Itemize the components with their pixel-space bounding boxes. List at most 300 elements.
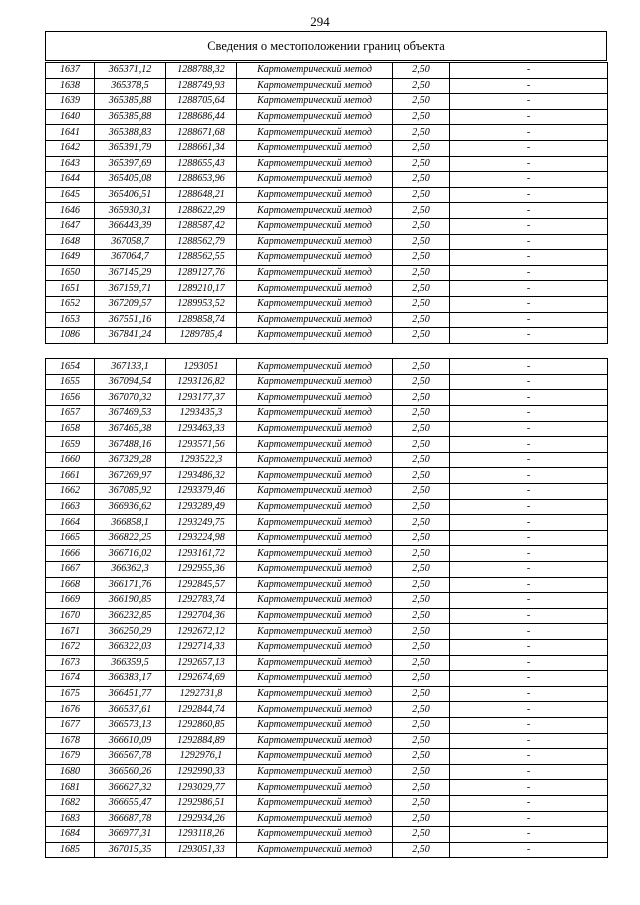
description-cell: - [450, 795, 608, 811]
precision-cell: 2,50 [393, 437, 450, 453]
y-coordinate-cell: 1289210,17 [166, 281, 237, 297]
table-row [46, 187, 608, 203]
y-coordinate-cell: 1292955,36 [166, 562, 237, 578]
x-coordinate-cell: 365371,12 [95, 63, 166, 79]
description-cell: - [450, 218, 608, 234]
x-coordinate-cell: 367133,1 [95, 359, 166, 375]
point-number-cell: 1656 [46, 390, 95, 406]
point-number-cell: 1661 [46, 468, 95, 484]
description-cell: - [450, 94, 608, 110]
table-row [46, 156, 608, 172]
point-number-cell: 1649 [46, 250, 95, 266]
table-row [46, 374, 608, 390]
table-row [46, 764, 608, 780]
y-coordinate-cell: 1289127,76 [166, 265, 237, 281]
method-cell: Картометрический метод [237, 187, 393, 203]
description-cell: - [450, 686, 608, 702]
y-coordinate-cell: 1288655,43 [166, 156, 237, 172]
method-cell: Картометрический метод [237, 562, 393, 578]
y-coordinate-cell: 1292783,74 [166, 593, 237, 609]
precision-cell: 2,50 [393, 795, 450, 811]
description-cell: - [450, 63, 608, 79]
table-row [46, 296, 608, 312]
x-coordinate-cell: 367070,32 [95, 390, 166, 406]
method-cell: Картометрический метод [237, 374, 393, 390]
description-cell: - [450, 140, 608, 156]
precision-cell: 2,50 [393, 94, 450, 110]
point-number-cell: 1639 [46, 94, 95, 110]
method-cell: Картометрический метод [237, 63, 393, 79]
table-row [46, 655, 608, 671]
y-coordinate-cell: 1293486,32 [166, 468, 237, 484]
table-row [46, 452, 608, 468]
point-number-cell: 1658 [46, 421, 95, 437]
point-number-cell: 1672 [46, 639, 95, 655]
y-coordinate-cell: 1292976,1 [166, 749, 237, 765]
description-cell: - [450, 359, 608, 375]
x-coordinate-cell: 366567,78 [95, 749, 166, 765]
empty-cell [393, 343, 450, 359]
description-cell: - [450, 484, 608, 500]
method-cell: Картометрический метод [237, 827, 393, 843]
x-coordinate-cell: 366190,85 [95, 593, 166, 609]
point-number-cell: 1650 [46, 265, 95, 281]
x-coordinate-cell: 366443,39 [95, 218, 166, 234]
description-cell: - [450, 608, 608, 624]
y-coordinate-cell: 1293522,3 [166, 452, 237, 468]
y-coordinate-cell: 1293051 [166, 359, 237, 375]
precision-cell: 2,50 [393, 406, 450, 422]
precision-cell: 2,50 [393, 156, 450, 172]
table-row [46, 546, 608, 562]
description-cell: - [450, 312, 608, 328]
y-coordinate-cell: 1292704,36 [166, 608, 237, 624]
method-cell: Картометрический метод [237, 530, 393, 546]
method-cell: Картометрический метод [237, 156, 393, 172]
x-coordinate-cell: 366858,1 [95, 515, 166, 531]
y-coordinate-cell: 1293249,75 [166, 515, 237, 531]
precision-cell: 2,50 [393, 63, 450, 79]
y-coordinate-cell: 1293571,56 [166, 437, 237, 453]
method-cell: Картометрический метод [237, 546, 393, 562]
precision-cell: 2,50 [393, 125, 450, 141]
table-row [46, 109, 608, 125]
table-row [46, 639, 608, 655]
method-cell: Картометрический метод [237, 733, 393, 749]
method-cell: Картометрический метод [237, 218, 393, 234]
method-cell: Картометрический метод [237, 780, 393, 796]
method-cell: Картометрический метод [237, 390, 393, 406]
method-cell: Картометрический метод [237, 125, 393, 141]
description-cell: - [450, 406, 608, 422]
point-number-cell: 1646 [46, 203, 95, 219]
y-coordinate-cell: 1292990,33 [166, 764, 237, 780]
description-cell: - [450, 593, 608, 609]
description-cell: - [450, 250, 608, 266]
y-coordinate-cell: 1288587,42 [166, 218, 237, 234]
precision-cell: 2,50 [393, 702, 450, 718]
description-cell: - [450, 296, 608, 312]
point-number-cell: 1647 [46, 218, 95, 234]
precision-cell: 2,50 [393, 374, 450, 390]
y-coordinate-cell: 1292884,89 [166, 733, 237, 749]
precision-cell: 2,50 [393, 140, 450, 156]
description-cell: - [450, 156, 608, 172]
y-coordinate-cell: 1288661,34 [166, 140, 237, 156]
x-coordinate-cell: 366687,78 [95, 811, 166, 827]
empty-cell [450, 343, 608, 359]
coordinates-table [45, 62, 608, 858]
method-cell: Картометрический метод [237, 624, 393, 640]
precision-cell: 2,50 [393, 484, 450, 500]
point-number-cell: 1659 [46, 437, 95, 453]
point-number-cell: 1640 [46, 109, 95, 125]
table-row [46, 624, 608, 640]
point-number-cell: 1657 [46, 406, 95, 422]
table-row [46, 94, 608, 110]
method-cell: Картометрический метод [237, 717, 393, 733]
precision-cell: 2,50 [393, 265, 450, 281]
y-coordinate-cell: 1288788,32 [166, 63, 237, 79]
y-coordinate-cell: 1288686,44 [166, 109, 237, 125]
method-cell: Картометрический метод [237, 795, 393, 811]
x-coordinate-cell: 367551,16 [95, 312, 166, 328]
table-row [46, 530, 608, 546]
method-cell: Картометрический метод [237, 702, 393, 718]
precision-cell: 2,50 [393, 109, 450, 125]
precision-cell: 2,50 [393, 827, 450, 843]
x-coordinate-cell: 366936,62 [95, 499, 166, 515]
x-coordinate-cell: 366573,13 [95, 717, 166, 733]
precision-cell: 2,50 [393, 764, 450, 780]
point-number-cell: 1641 [46, 125, 95, 141]
table-row [46, 733, 608, 749]
x-coordinate-cell: 365385,88 [95, 94, 166, 110]
method-cell: Картометрический метод [237, 203, 393, 219]
method-cell: Картометрический метод [237, 484, 393, 500]
y-coordinate-cell: 1289953,52 [166, 296, 237, 312]
method-cell: Картометрический метод [237, 172, 393, 188]
y-coordinate-cell: 1292657,13 [166, 655, 237, 671]
method-cell: Картометрический метод [237, 686, 393, 702]
description-cell: - [450, 390, 608, 406]
table-row [46, 140, 608, 156]
description-cell: - [450, 78, 608, 94]
x-coordinate-cell: 365397,69 [95, 156, 166, 172]
point-number-cell: 1671 [46, 624, 95, 640]
x-coordinate-cell: 365405,08 [95, 172, 166, 188]
table-row [46, 749, 608, 765]
y-coordinate-cell: 1288749,93 [166, 78, 237, 94]
y-coordinate-cell: 1292731,8 [166, 686, 237, 702]
description-cell: - [450, 421, 608, 437]
description-cell: - [450, 125, 608, 141]
method-cell: Картометрический метод [237, 296, 393, 312]
precision-cell: 2,50 [393, 733, 450, 749]
page-title: Сведения о местоположении границ объекта [207, 39, 445, 53]
point-number-cell: 1644 [46, 172, 95, 188]
precision-cell: 2,50 [393, 234, 450, 250]
description-cell: - [450, 452, 608, 468]
y-coordinate-cell: 1288653,96 [166, 172, 237, 188]
y-coordinate-cell: 1292844,74 [166, 702, 237, 718]
point-number-cell: 1662 [46, 484, 95, 500]
section-gap-row [46, 343, 608, 359]
method-cell: Картометрический метод [237, 452, 393, 468]
point-number-cell: 1653 [46, 312, 95, 328]
method-cell: Картометрический метод [237, 437, 393, 453]
x-coordinate-cell: 367329,28 [95, 452, 166, 468]
y-coordinate-cell: 1289785,4 [166, 328, 237, 344]
point-number-cell: 1680 [46, 764, 95, 780]
point-number-cell: 1667 [46, 562, 95, 578]
x-coordinate-cell: 366451,77 [95, 686, 166, 702]
precision-cell: 2,50 [393, 390, 450, 406]
x-coordinate-cell: 365385,88 [95, 109, 166, 125]
precision-cell: 2,50 [393, 639, 450, 655]
method-cell: Картометрический метод [237, 140, 393, 156]
precision-cell: 2,50 [393, 172, 450, 188]
precision-cell: 2,50 [393, 250, 450, 266]
point-number-cell: 1678 [46, 733, 95, 749]
point-number-cell: 1682 [46, 795, 95, 811]
x-coordinate-cell: 367269,97 [95, 468, 166, 484]
precision-cell: 2,50 [393, 671, 450, 687]
precision-cell: 2,50 [393, 562, 450, 578]
y-coordinate-cell: 1292674,69 [166, 671, 237, 687]
y-coordinate-cell: 1293126,82 [166, 374, 237, 390]
page-number: 294 [310, 14, 330, 29]
method-cell: Картометрический метод [237, 515, 393, 531]
y-coordinate-cell: 1289858,74 [166, 312, 237, 328]
description-cell: - [450, 733, 608, 749]
point-number-cell: 1654 [46, 359, 95, 375]
precision-cell: 2,50 [393, 78, 450, 94]
table-row [46, 827, 608, 843]
table-row [46, 499, 608, 515]
table-row [46, 250, 608, 266]
y-coordinate-cell: 1292672,12 [166, 624, 237, 640]
description-cell: - [450, 780, 608, 796]
x-coordinate-cell: 366383,17 [95, 671, 166, 687]
method-cell: Картометрический метод [237, 764, 393, 780]
x-coordinate-cell: 366250,29 [95, 624, 166, 640]
table-row [46, 328, 608, 344]
point-number-cell: 1670 [46, 608, 95, 624]
y-coordinate-cell: 1292714,33 [166, 639, 237, 655]
table-row [46, 437, 608, 453]
coordinates-table-body [46, 63, 608, 858]
table-row [46, 717, 608, 733]
description-cell: - [450, 515, 608, 531]
description-cell: - [450, 172, 608, 188]
description-cell: - [450, 827, 608, 843]
table-row [46, 562, 608, 578]
empty-cell [46, 343, 95, 359]
x-coordinate-cell: 366655,47 [95, 795, 166, 811]
x-coordinate-cell: 366171,76 [95, 577, 166, 593]
point-number-cell: 1638 [46, 78, 95, 94]
precision-cell: 2,50 [393, 811, 450, 827]
point-number-cell: 1673 [46, 655, 95, 671]
y-coordinate-cell: 1292934,26 [166, 811, 237, 827]
description-cell: - [450, 702, 608, 718]
method-cell: Картометрический метод [237, 499, 393, 515]
point-number-cell: 1660 [46, 452, 95, 468]
table-row [46, 515, 608, 531]
precision-cell: 2,50 [393, 546, 450, 562]
description-cell: - [450, 109, 608, 125]
precision-cell: 2,50 [393, 686, 450, 702]
x-coordinate-cell: 366362,3 [95, 562, 166, 578]
precision-cell: 2,50 [393, 749, 450, 765]
method-cell: Картометрический метод [237, 593, 393, 609]
precision-cell: 2,50 [393, 530, 450, 546]
x-coordinate-cell: 366627,32 [95, 780, 166, 796]
y-coordinate-cell: 1292845,57 [166, 577, 237, 593]
description-cell: - [450, 468, 608, 484]
precision-cell: 2,50 [393, 655, 450, 671]
description-cell: - [450, 639, 608, 655]
x-coordinate-cell: 367145,29 [95, 265, 166, 281]
method-cell: Картометрический метод [237, 406, 393, 422]
table-row [46, 795, 608, 811]
y-coordinate-cell: 1293435,3 [166, 406, 237, 422]
y-coordinate-cell: 1288622,29 [166, 203, 237, 219]
y-coordinate-cell: 1288648,21 [166, 187, 237, 203]
precision-cell: 2,50 [393, 281, 450, 297]
description-cell: - [450, 764, 608, 780]
point-number-cell: 1664 [46, 515, 95, 531]
precision-cell: 2,50 [393, 624, 450, 640]
point-number-cell: 1652 [46, 296, 95, 312]
method-cell: Картометрический метод [237, 608, 393, 624]
x-coordinate-cell: 365378,5 [95, 78, 166, 94]
table-row [46, 78, 608, 94]
table-row [46, 608, 608, 624]
table-row [46, 780, 608, 796]
x-coordinate-cell: 367085,92 [95, 484, 166, 500]
table-row [46, 593, 608, 609]
precision-cell: 2,50 [393, 203, 450, 219]
method-cell: Картометрический метод [237, 749, 393, 765]
description-cell: - [450, 655, 608, 671]
point-number-cell: 1681 [46, 780, 95, 796]
point-number-cell: 1674 [46, 671, 95, 687]
x-coordinate-cell: 366560,26 [95, 764, 166, 780]
method-cell: Картометрический метод [237, 811, 393, 827]
x-coordinate-cell: 366322,03 [95, 639, 166, 655]
precision-cell: 2,50 [393, 421, 450, 437]
method-cell: Картометрический метод [237, 250, 393, 266]
description-cell: - [450, 437, 608, 453]
description-cell: - [450, 717, 608, 733]
description-cell: - [450, 842, 608, 858]
description-cell: - [450, 281, 608, 297]
x-coordinate-cell: 366359,5 [95, 655, 166, 671]
table-row [46, 312, 608, 328]
precision-cell: 2,50 [393, 608, 450, 624]
method-cell: Картометрический метод [237, 639, 393, 655]
point-number-cell: 1684 [46, 827, 95, 843]
y-coordinate-cell: 1293177,37 [166, 390, 237, 406]
x-coordinate-cell: 366610,09 [95, 733, 166, 749]
table-row [46, 359, 608, 375]
point-number-cell: 1677 [46, 717, 95, 733]
precision-cell: 2,50 [393, 842, 450, 858]
precision-cell: 2,50 [393, 218, 450, 234]
method-cell: Картометрический метод [237, 842, 393, 858]
x-coordinate-cell: 365391,79 [95, 140, 166, 156]
precision-cell: 2,50 [393, 187, 450, 203]
point-number-cell: 1655 [46, 374, 95, 390]
point-number-cell: 1651 [46, 281, 95, 297]
method-cell: Картометрический метод [237, 234, 393, 250]
empty-cell [166, 343, 237, 359]
x-coordinate-cell: 366232,85 [95, 608, 166, 624]
description-cell: - [450, 187, 608, 203]
y-coordinate-cell: 1292986,51 [166, 795, 237, 811]
point-number-cell: 1676 [46, 702, 95, 718]
precision-cell: 2,50 [393, 780, 450, 796]
description-cell: - [450, 530, 608, 546]
description-cell: - [450, 265, 608, 281]
point-number-cell: 1643 [46, 156, 95, 172]
method-cell: Картометрический метод [237, 265, 393, 281]
method-cell: Картометрический метод [237, 671, 393, 687]
precision-cell: 2,50 [393, 593, 450, 609]
precision-cell: 2,50 [393, 312, 450, 328]
method-cell: Картометрический метод [237, 109, 393, 125]
table-row [46, 702, 608, 718]
precision-cell: 2,50 [393, 328, 450, 344]
description-cell: - [450, 749, 608, 765]
point-number-cell: 1679 [46, 749, 95, 765]
point-number-cell: 1668 [46, 577, 95, 593]
point-number-cell: 1648 [46, 234, 95, 250]
description-cell: - [450, 577, 608, 593]
x-coordinate-cell: 367465,38 [95, 421, 166, 437]
description-cell: - [450, 499, 608, 515]
method-cell: Картометрический метод [237, 468, 393, 484]
y-coordinate-cell: 1288562,79 [166, 234, 237, 250]
table-row [46, 172, 608, 188]
x-coordinate-cell: 367209,57 [95, 296, 166, 312]
table-row [46, 421, 608, 437]
table-row [46, 218, 608, 234]
method-cell: Картометрический метод [237, 655, 393, 671]
point-number-cell: 1637 [46, 63, 95, 79]
table-row [46, 203, 608, 219]
y-coordinate-cell: 1293118,26 [166, 827, 237, 843]
point-number-cell: 1685 [46, 842, 95, 858]
method-cell: Картометрический метод [237, 281, 393, 297]
description-cell: - [450, 546, 608, 562]
point-number-cell: 1666 [46, 546, 95, 562]
method-cell: Картометрический метод [237, 421, 393, 437]
x-coordinate-cell: 366977,31 [95, 827, 166, 843]
table-row [46, 281, 608, 297]
y-coordinate-cell: 1293161,72 [166, 546, 237, 562]
x-coordinate-cell: 367094,54 [95, 374, 166, 390]
x-coordinate-cell: 366537,61 [95, 702, 166, 718]
point-number-cell: 1642 [46, 140, 95, 156]
table-row [46, 63, 608, 79]
empty-cell [237, 343, 393, 359]
method-cell: Картометрический метод [237, 577, 393, 593]
description-cell: - [450, 374, 608, 390]
description-cell: - [450, 328, 608, 344]
